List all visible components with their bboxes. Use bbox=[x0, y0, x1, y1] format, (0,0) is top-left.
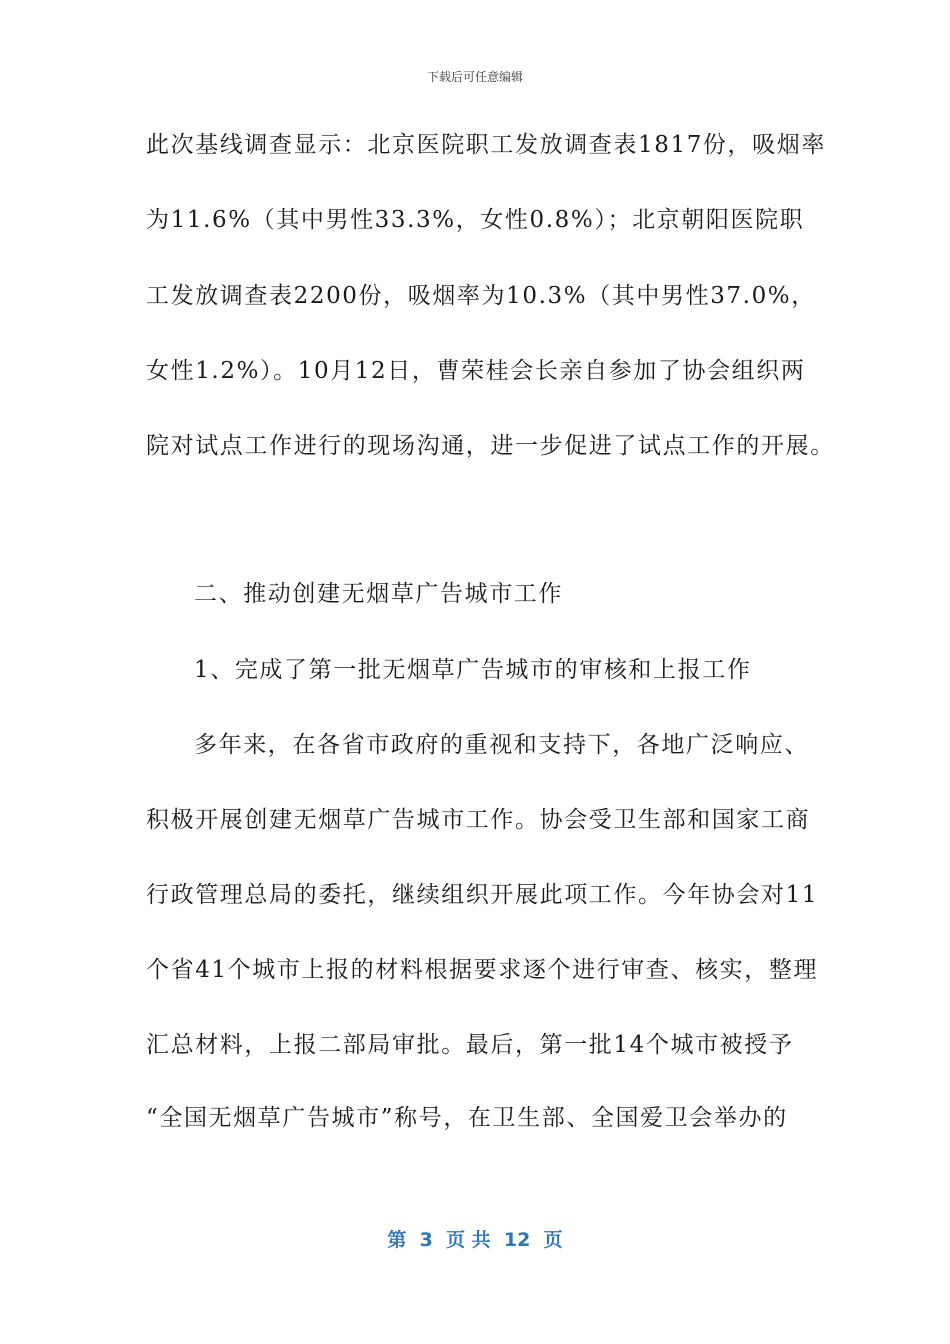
body-line: 汇总材料，上报二部局审批。最后，第一批14个城市被授予 bbox=[146, 1032, 794, 1058]
body-line: 女性1.2%）。10月12日，曹荣桂会长亲自参加了协会组织两 bbox=[146, 358, 806, 384]
header-note: 下载后可任意编辑 bbox=[426, 70, 523, 84]
body-line: 个省41个城市上报的材料根据要求逐个进行审查、核实，整理 bbox=[146, 957, 819, 983]
body-line: 为11.6%（其中男性33.3%，女性0.8%）；北京朝阳医院职 bbox=[146, 207, 805, 233]
subsection-heading: 1、完成了第一批无烟草广告城市的审核和上报工作 bbox=[194, 657, 752, 683]
body-line: 行政管理总局的委托，继续组织开展此项工作。今年协会对11 bbox=[146, 882, 819, 908]
body-line: “全国无烟草广告城市”称号，在卫生部、全国爱卫会举办的 bbox=[146, 1105, 788, 1131]
body-line: 此次基线调查显示：北京医院职工发放调查表1817份，吸烟率 bbox=[146, 132, 826, 158]
page-number-footer: 第 3 页 共 12 页 bbox=[387, 1229, 563, 1251]
body-line: 积极开展创建无烟草广告城市工作。协会受卫生部和国家工商 bbox=[146, 807, 811, 833]
section-heading: 二、推动创建无烟草广告城市工作 bbox=[194, 581, 563, 607]
body-line: 院对试点工作进行的现场沟通，进一步促进了试点工作的开展。 bbox=[146, 433, 835, 459]
body-line: 工发放调查表2200份，吸烟率为10.3%（其中男性37.0%， bbox=[146, 283, 816, 309]
body-line: 多年来，在各省市政府的重视和支持下，各地广泛响应、 bbox=[194, 732, 809, 758]
